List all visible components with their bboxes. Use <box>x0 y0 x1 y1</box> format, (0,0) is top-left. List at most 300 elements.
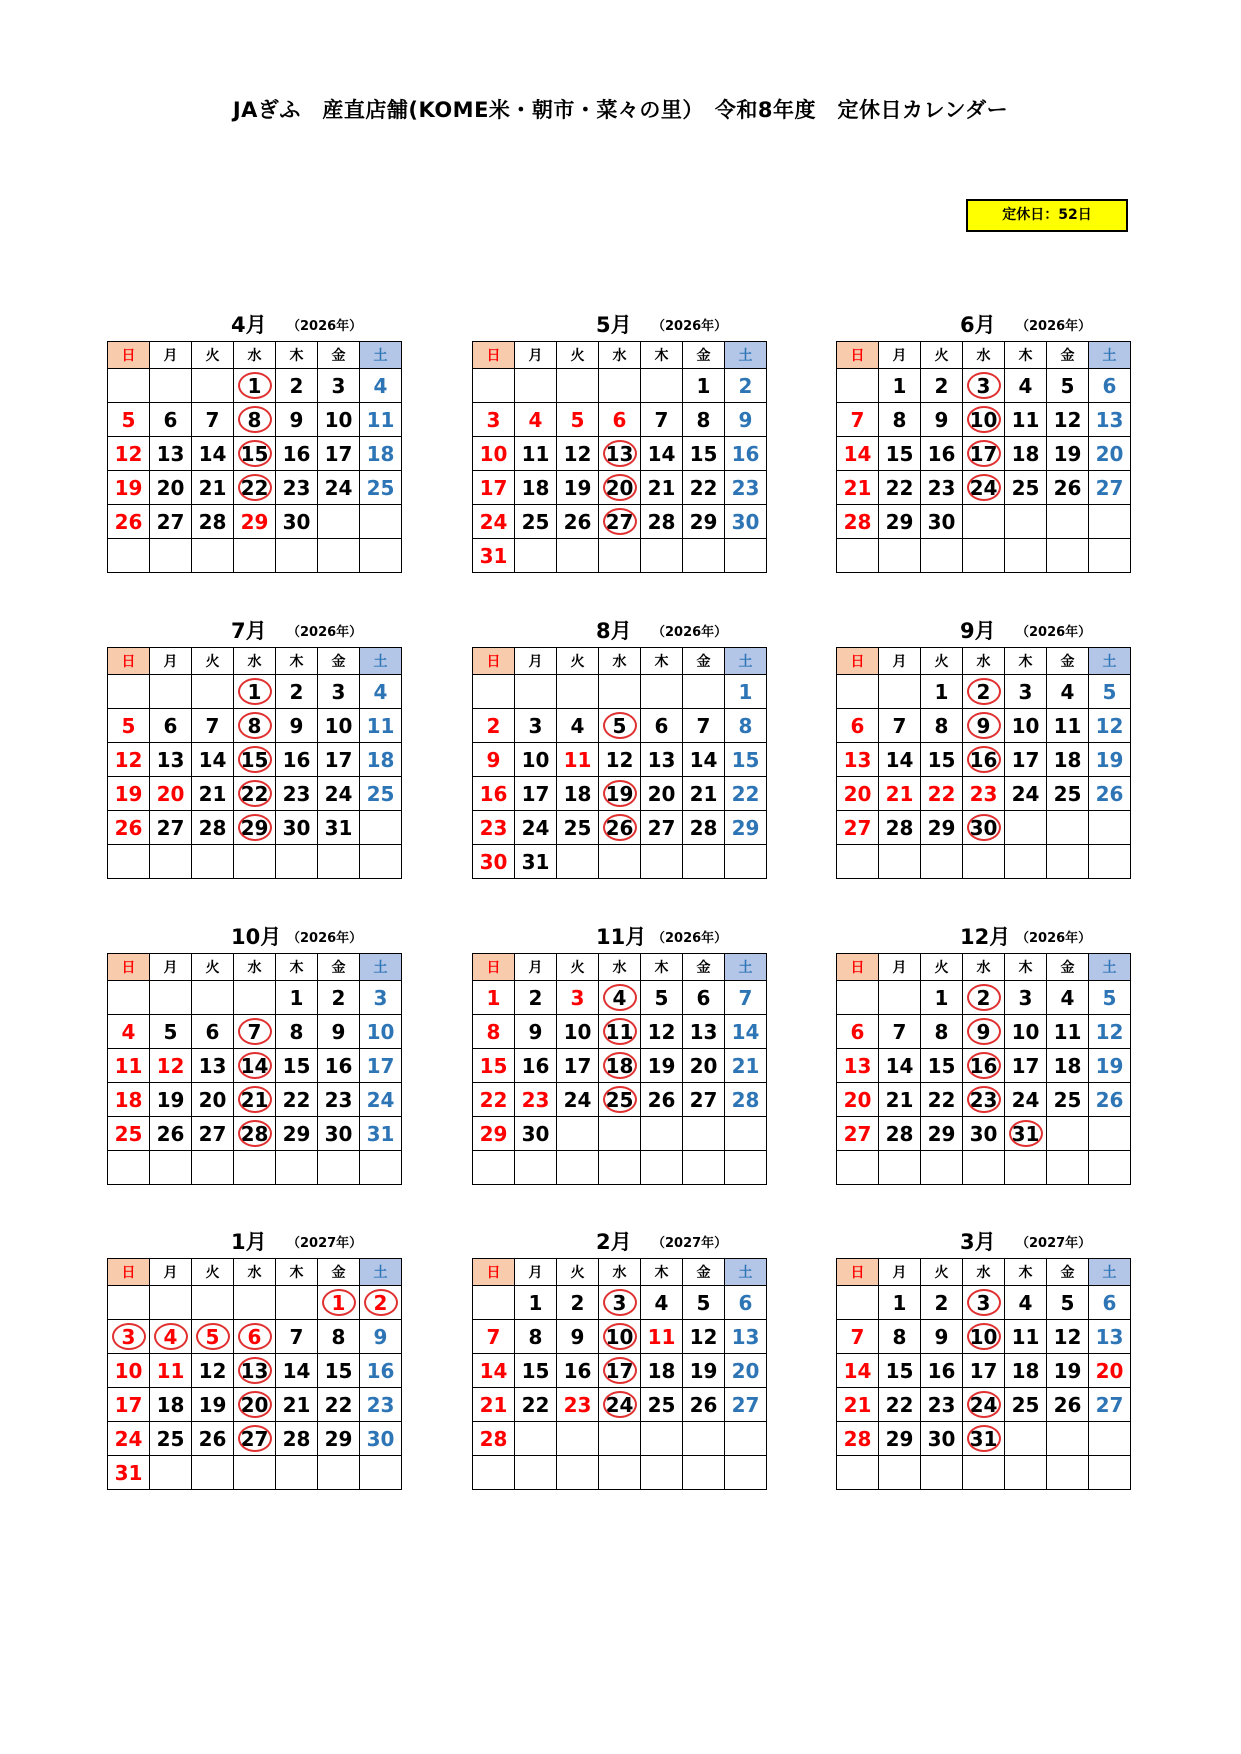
day-cell: 5 <box>1089 675 1131 709</box>
weekday-header: 日 <box>837 954 879 981</box>
week-row <box>473 743 767 777</box>
day-cell: 14 <box>879 743 921 777</box>
weekday-header: 火 <box>921 1259 963 1286</box>
week-row <box>108 403 402 437</box>
day-cell: 30 <box>318 1117 360 1151</box>
empty-cell <box>108 1151 150 1185</box>
week-row <box>837 1083 1131 1117</box>
day-cell: 12 <box>1047 403 1089 437</box>
day-cell: 7 <box>192 403 234 437</box>
closed-day-cell: 30 <box>963 811 1005 845</box>
month-table <box>107 647 402 879</box>
weekday-header: 水 <box>599 648 641 675</box>
empty-cell <box>725 1422 767 1456</box>
empty-cell <box>1047 1151 1089 1185</box>
day-cell: 7 <box>879 709 921 743</box>
empty-cell <box>1005 539 1047 573</box>
day-cell: 4 <box>557 709 599 743</box>
day-cell: 11 <box>1047 709 1089 743</box>
day-cell: 12 <box>108 437 150 471</box>
empty-cell <box>473 369 515 403</box>
weekday-header: 土 <box>725 648 767 675</box>
week-row <box>473 1456 767 1490</box>
week-row <box>837 539 1131 573</box>
weekday-header: 月 <box>150 648 192 675</box>
closed-day-cell: 17 <box>599 1354 641 1388</box>
week-row <box>473 1049 767 1083</box>
day-cell: 17 <box>963 1354 1005 1388</box>
week-row <box>473 1015 767 1049</box>
day-cell: 19 <box>192 1388 234 1422</box>
month-name: 1月 <box>231 1230 267 1254</box>
day-cell: 11 <box>641 1320 683 1354</box>
weekday-header: 木 <box>641 342 683 369</box>
day-cell: 8 <box>879 403 921 437</box>
month-header <box>107 917 395 951</box>
month-name: 7月 <box>231 619 267 643</box>
day-cell: 18 <box>1005 1354 1047 1388</box>
empty-cell <box>837 369 879 403</box>
closed-day-cell: 9 <box>963 709 1005 743</box>
day-cell: 4 <box>360 369 402 403</box>
day-cell: 13 <box>1089 1320 1131 1354</box>
day-cell: 15 <box>879 437 921 471</box>
weekday-header: 金 <box>318 648 360 675</box>
empty-cell <box>318 1456 360 1490</box>
day-cell: 26 <box>1089 1083 1131 1117</box>
weekday-header: 水 <box>234 1259 276 1286</box>
month-year: （2027年） <box>287 1236 363 1251</box>
week-row <box>473 845 767 879</box>
day-cell: 6 <box>1089 369 1131 403</box>
weekday-header: 火 <box>557 1259 599 1286</box>
month-year: （2026年） <box>1016 625 1092 640</box>
day-cell: 25 <box>1047 777 1089 811</box>
day-cell: 21 <box>192 471 234 505</box>
closed-day-cell: 20 <box>599 471 641 505</box>
week-row <box>108 1320 402 1354</box>
empty-cell <box>837 1286 879 1320</box>
day-cell: 17 <box>1005 1049 1047 1083</box>
month-header <box>107 1222 395 1256</box>
weekday-header: 日 <box>837 1259 879 1286</box>
month-header <box>107 305 395 339</box>
day-cell: 24 <box>318 777 360 811</box>
month-name: 12月 <box>960 925 1011 949</box>
closed-day-cell: 26 <box>599 811 641 845</box>
empty-cell <box>725 845 767 879</box>
closed-day-cell: 24 <box>963 1388 1005 1422</box>
month-table <box>107 953 402 1185</box>
week-row <box>473 1388 767 1422</box>
day-cell: 1 <box>276 981 318 1015</box>
month-year: （2026年） <box>652 931 728 946</box>
day-cell: 22 <box>879 1388 921 1422</box>
empty-cell <box>515 539 557 573</box>
day-cell: 17 <box>108 1388 150 1422</box>
week-row <box>837 1456 1131 1490</box>
weekday-header-row <box>837 648 1131 675</box>
day-cell: 14 <box>192 437 234 471</box>
day-cell: 17 <box>318 743 360 777</box>
day-cell: 23 <box>318 1083 360 1117</box>
day-cell: 9 <box>557 1320 599 1354</box>
weekday-header: 金 <box>683 342 725 369</box>
day-cell: 28 <box>725 1083 767 1117</box>
empty-cell <box>360 845 402 879</box>
day-cell: 30 <box>360 1422 402 1456</box>
day-cell: 7 <box>641 403 683 437</box>
day-cell: 14 <box>683 743 725 777</box>
empty-cell <box>234 1456 276 1490</box>
weekday-header: 土 <box>360 1259 402 1286</box>
closed-day-cell: 5 <box>599 709 641 743</box>
week-row <box>473 811 767 845</box>
empty-cell <box>360 1151 402 1185</box>
month-header <box>472 305 760 339</box>
day-cell: 7 <box>192 709 234 743</box>
closed-days-badge: 定休日：52日 <box>966 199 1128 232</box>
empty-cell <box>318 505 360 539</box>
day-cell: 18 <box>108 1083 150 1117</box>
week-row <box>837 709 1131 743</box>
day-cell: 17 <box>557 1049 599 1083</box>
day-cell: 16 <box>473 777 515 811</box>
day-cell: 26 <box>192 1422 234 1456</box>
empty-cell <box>1005 1422 1047 1456</box>
closed-day-cell: 24 <box>599 1388 641 1422</box>
day-cell: 3 <box>360 981 402 1015</box>
weekday-header: 日 <box>108 648 150 675</box>
week-row <box>108 1388 402 1422</box>
day-cell: 11 <box>360 709 402 743</box>
weekday-header: 土 <box>1089 648 1131 675</box>
empty-cell <box>599 1117 641 1151</box>
day-cell: 12 <box>683 1320 725 1354</box>
empty-cell <box>192 1286 234 1320</box>
day-cell: 5 <box>1089 981 1131 1015</box>
month-table <box>107 1258 402 1490</box>
empty-cell <box>192 1456 234 1490</box>
month-table <box>472 1258 767 1490</box>
week-row <box>837 1151 1131 1185</box>
weekday-header: 日 <box>108 954 150 981</box>
day-cell: 14 <box>192 743 234 777</box>
week-row <box>108 437 402 471</box>
day-cell: 17 <box>360 1049 402 1083</box>
weekday-header: 金 <box>683 648 725 675</box>
empty-cell <box>150 1151 192 1185</box>
day-cell: 7 <box>683 709 725 743</box>
empty-cell <box>473 1151 515 1185</box>
day-cell: 31 <box>473 539 515 573</box>
empty-cell <box>1047 505 1089 539</box>
closed-day-cell: 19 <box>599 777 641 811</box>
day-cell: 3 <box>318 675 360 709</box>
weekday-header-row <box>473 648 767 675</box>
day-cell: 5 <box>1047 1286 1089 1320</box>
week-row <box>837 1320 1131 1354</box>
day-cell: 1 <box>473 981 515 1015</box>
closed-day-cell: 15 <box>234 743 276 777</box>
day-cell: 8 <box>921 709 963 743</box>
day-cell: 26 <box>1089 777 1131 811</box>
day-cell: 3 <box>473 403 515 437</box>
empty-cell <box>683 1422 725 1456</box>
empty-cell <box>1005 845 1047 879</box>
empty-cell <box>599 369 641 403</box>
empty-cell <box>318 845 360 879</box>
day-cell: 27 <box>725 1388 767 1422</box>
day-cell: 2 <box>473 709 515 743</box>
week-row <box>473 1151 767 1185</box>
day-cell: 13 <box>641 743 683 777</box>
month-year: （2026年） <box>652 625 728 640</box>
closed-day-cell: 22 <box>234 471 276 505</box>
empty-cell <box>1047 539 1089 573</box>
weekday-header: 日 <box>837 648 879 675</box>
day-cell: 23 <box>360 1388 402 1422</box>
day-cell: 13 <box>837 1049 879 1083</box>
weekday-header: 火 <box>557 954 599 981</box>
day-cell: 7 <box>837 403 879 437</box>
day-cell: 17 <box>1005 743 1047 777</box>
empty-cell <box>150 981 192 1015</box>
day-cell: 8 <box>683 403 725 437</box>
closed-day-cell: 27 <box>234 1422 276 1456</box>
closed-day-cell: 1 <box>318 1286 360 1320</box>
empty-cell <box>725 1456 767 1490</box>
day-cell: 16 <box>318 1049 360 1083</box>
day-cell: 6 <box>837 1015 879 1049</box>
empty-cell <box>192 369 234 403</box>
day-cell: 23 <box>557 1388 599 1422</box>
empty-cell <box>192 539 234 573</box>
week-row <box>108 743 402 777</box>
day-cell: 28 <box>683 811 725 845</box>
weekday-header: 水 <box>963 648 1005 675</box>
day-cell: 19 <box>1047 437 1089 471</box>
day-cell: 26 <box>683 1388 725 1422</box>
empty-cell <box>921 845 963 879</box>
empty-cell <box>641 1456 683 1490</box>
day-cell: 29 <box>234 505 276 539</box>
empty-cell <box>1089 1117 1131 1151</box>
week-row <box>108 1151 402 1185</box>
day-cell: 21 <box>725 1049 767 1083</box>
empty-cell <box>557 845 599 879</box>
day-cell: 20 <box>150 777 192 811</box>
day-cell: 21 <box>473 1388 515 1422</box>
day-cell: 1 <box>879 1286 921 1320</box>
day-cell: 30 <box>921 505 963 539</box>
day-cell: 24 <box>473 505 515 539</box>
closed-day-cell: 3 <box>963 369 1005 403</box>
day-cell: 20 <box>641 777 683 811</box>
empty-cell <box>150 539 192 573</box>
month-header <box>472 917 760 951</box>
day-cell: 20 <box>725 1354 767 1388</box>
day-cell: 14 <box>837 437 879 471</box>
day-cell: 29 <box>318 1422 360 1456</box>
empty-cell <box>837 675 879 709</box>
week-row <box>837 403 1131 437</box>
day-cell: 18 <box>515 471 557 505</box>
closed-day-cell: 31 <box>1005 1117 1047 1151</box>
page-title: JAぎふ 産直店舗(KOME米・朝市・菜々の里） 令和8年度 定休日カレンダー <box>232 98 1009 122</box>
weekday-header: 火 <box>192 1259 234 1286</box>
empty-cell <box>921 539 963 573</box>
day-cell: 4 <box>108 1015 150 1049</box>
week-row <box>473 369 767 403</box>
closed-day-cell: 3 <box>599 1286 641 1320</box>
day-cell: 15 <box>921 1049 963 1083</box>
weekday-header-row <box>473 342 767 369</box>
day-cell: 27 <box>837 811 879 845</box>
empty-cell <box>557 1117 599 1151</box>
day-cell: 5 <box>108 403 150 437</box>
day-cell: 31 <box>360 1117 402 1151</box>
day-cell: 17 <box>473 471 515 505</box>
day-cell: 23 <box>921 471 963 505</box>
day-cell: 19 <box>641 1049 683 1083</box>
day-cell: 5 <box>108 709 150 743</box>
day-cell: 30 <box>725 505 767 539</box>
weekday-header-row <box>473 1259 767 1286</box>
day-cell: 28 <box>473 1422 515 1456</box>
month-name: 10月 <box>231 925 282 949</box>
weekday-header: 木 <box>1005 1259 1047 1286</box>
day-cell: 9 <box>318 1015 360 1049</box>
empty-cell <box>641 539 683 573</box>
empty-cell <box>837 845 879 879</box>
empty-cell <box>1005 811 1047 845</box>
weekday-header-row <box>837 1259 1131 1286</box>
week-row <box>837 1422 1131 1456</box>
day-cell: 20 <box>683 1049 725 1083</box>
day-cell: 22 <box>921 777 963 811</box>
week-row <box>108 981 402 1015</box>
month-header <box>836 305 1124 339</box>
day-cell: 10 <box>360 1015 402 1049</box>
closed-day-cell: 7 <box>234 1015 276 1049</box>
weekday-header: 木 <box>1005 954 1047 981</box>
week-row <box>473 539 767 573</box>
empty-cell <box>360 1456 402 1490</box>
day-cell: 27 <box>150 811 192 845</box>
day-cell: 9 <box>276 403 318 437</box>
weekday-header: 日 <box>108 342 150 369</box>
month-header <box>836 917 1124 951</box>
day-cell: 16 <box>360 1354 402 1388</box>
day-cell: 29 <box>879 1422 921 1456</box>
day-cell: 25 <box>108 1117 150 1151</box>
day-cell: 11 <box>150 1354 192 1388</box>
day-cell: 13 <box>150 743 192 777</box>
weekday-header: 木 <box>641 648 683 675</box>
day-cell: 9 <box>921 403 963 437</box>
week-row <box>473 777 767 811</box>
empty-cell <box>276 1151 318 1185</box>
empty-cell <box>641 675 683 709</box>
month-name: 11月 <box>596 925 647 949</box>
day-cell: 6 <box>150 403 192 437</box>
day-cell: 2 <box>557 1286 599 1320</box>
day-cell: 17 <box>318 437 360 471</box>
closed-day-cell: 27 <box>599 505 641 539</box>
day-cell: 26 <box>641 1083 683 1117</box>
weekday-header: 土 <box>360 954 402 981</box>
empty-cell <box>276 1456 318 1490</box>
day-cell: 22 <box>276 1083 318 1117</box>
week-row <box>108 539 402 573</box>
closed-day-cell: 2 <box>360 1286 402 1320</box>
day-cell: 12 <box>641 1015 683 1049</box>
day-cell: 29 <box>683 505 725 539</box>
day-cell: 12 <box>192 1354 234 1388</box>
day-cell: 28 <box>192 505 234 539</box>
month-year: （2026年） <box>652 319 728 334</box>
empty-cell <box>963 539 1005 573</box>
day-cell: 26 <box>557 505 599 539</box>
day-cell: 30 <box>963 1117 1005 1151</box>
day-cell: 2 <box>276 675 318 709</box>
closed-day-cell: 28 <box>234 1117 276 1151</box>
month-name: 2月 <box>596 1230 632 1254</box>
empty-cell <box>837 981 879 1015</box>
day-cell: 13 <box>725 1320 767 1354</box>
week-row <box>473 675 767 709</box>
month-year: （2026年） <box>287 931 363 946</box>
closed-day-cell: 1 <box>234 369 276 403</box>
week-row <box>108 1049 402 1083</box>
closed-day-cell: 15 <box>234 437 276 471</box>
day-cell: 19 <box>1089 743 1131 777</box>
empty-cell <box>879 675 921 709</box>
closed-day-cell: 20 <box>234 1388 276 1422</box>
day-cell: 15 <box>515 1354 557 1388</box>
weekday-header: 金 <box>1047 954 1089 981</box>
week-row <box>837 1015 1131 1049</box>
empty-cell <box>473 675 515 709</box>
weekday-header: 土 <box>1089 954 1131 981</box>
month-name: 8月 <box>596 619 632 643</box>
day-cell: 19 <box>108 777 150 811</box>
day-cell: 10 <box>318 403 360 437</box>
empty-cell <box>641 845 683 879</box>
weekday-header: 木 <box>276 1259 318 1286</box>
empty-cell <box>683 845 725 879</box>
day-cell: 27 <box>837 1117 879 1151</box>
week-row <box>837 1049 1131 1083</box>
empty-cell <box>1089 1151 1131 1185</box>
weekday-header: 月 <box>879 1259 921 1286</box>
empty-cell <box>599 1456 641 1490</box>
empty-cell <box>108 539 150 573</box>
empty-cell <box>1089 1456 1131 1490</box>
weekday-header-row <box>837 342 1131 369</box>
day-cell: 15 <box>921 743 963 777</box>
closed-day-cell: 2 <box>963 981 1005 1015</box>
week-row <box>473 1422 767 1456</box>
weekday-header: 木 <box>276 648 318 675</box>
day-cell: 26 <box>1047 1388 1089 1422</box>
day-cell: 6 <box>641 709 683 743</box>
day-cell: 16 <box>725 437 767 471</box>
empty-cell <box>879 539 921 573</box>
closed-day-cell: 14 <box>234 1049 276 1083</box>
day-cell: 14 <box>837 1354 879 1388</box>
